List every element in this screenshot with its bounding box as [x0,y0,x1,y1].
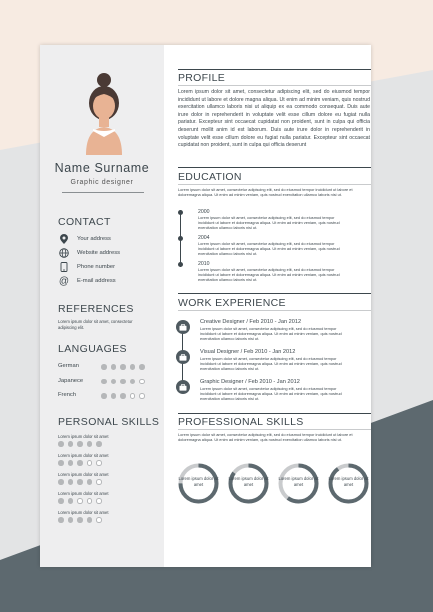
level-dot-filled [77,460,83,466]
level-dot-filled [68,498,74,504]
education-heading: EDUCATION [178,171,242,183]
level-dot-empty [130,393,136,399]
level-dot-filled [68,460,74,466]
level-dot-filled [58,441,64,447]
level-dot-filled [111,379,117,385]
contact-website-text: Website address [77,250,121,256]
language-level [101,379,145,385]
level-dot-empty [139,393,145,399]
skill-ring-label: Lorem ipsum dolor sit amet [228,476,269,487]
level-dot-filled [58,460,64,466]
personal-skill-level [58,441,102,447]
education-rule-top [178,167,371,168]
level-dot-filled [139,364,145,370]
level-dot-empty [96,498,102,504]
work-rule-top [178,293,371,294]
level-dot-empty [87,460,93,466]
personal-skill-label: Lorem ipsum dolor sit amet [58,453,109,458]
language-row [58,392,158,400]
personal-skill-level [58,498,102,504]
at-sign-icon: @ [58,275,70,287]
level-dot-filled [87,441,93,447]
education-year: 2010 [198,261,210,267]
level-dot-filled [120,393,126,399]
education-year: 2000 [198,209,210,215]
personal-skill-level [58,460,102,466]
level-dot-empty [77,498,83,504]
contact-heading: CONTACT [58,216,111,228]
level-dot-filled [68,479,74,485]
job-description: Lorem ipsum dolor sit amet, consectetur adipiscing elit, sed do eiusmod tempor incididunt ut labore et doloremagna aliqua. Ut enim ad minim veniam, quis nostrud exercitation ullamco laboris nisi ut. [200,326,342,342]
prof-skills-heading: PROFESSIONAL SKILLS [178,416,304,428]
level-dot-filled [101,379,107,385]
work-heading: WORK EXPERIENCE [178,297,286,309]
contact-email-text: E-mail address [77,278,116,284]
personal-skill-label: Lorem ipsum dolor sit amet [58,472,109,477]
language-row [58,378,158,386]
personal-skill-label: Lorem ipsum dolor sit amet [58,434,109,439]
candidate-name: Name Surname [54,161,150,175]
level-dot-empty [96,479,102,485]
job-title: Creative Designer / Feb 2010 - Jan 2012 [200,319,302,325]
skill-ring-label: Lorem ipsum dolor sit amet [278,476,319,487]
level-dot-filled [77,479,83,485]
level-dot-filled [101,393,107,399]
language-level [101,364,145,370]
level-dot-filled [58,498,64,504]
level-dot-empty [87,498,93,504]
language-name: German [58,363,79,369]
skill-ring [228,463,269,504]
education-text: Lorem ipsum dolor sit amet, consectetur adipiscing elit, sed do eiusmod tempor incididunt ut labore et doloremagna aliqua. Ut enim ad minim veniam, quis nostrud exercitation ullamco laboris nisi ut. [198,267,340,283]
level-dot-filled [68,441,74,447]
education-text: Lorem ipsum dolor sit amet, consectetur adipiscing elit, sed do eiusmod tempor incididunt ut labore et doloremagna aliqua. Ut enim ad minim veniam, quis nostrud exercitation ullamco laboris nisi ut. [198,241,340,257]
level-dot-filled [96,441,102,447]
language-name: French [58,392,77,398]
contact-email [58,275,116,287]
profile-rule-bottom [178,85,371,86]
prof-skills-intro: Lorem ipsum dolor sit amet, consectetur adipiscing elit, sed do eiusmod tempor incididunt ut labore et doloremagna aliqua. Ut enim ad minim veniam, quis nostrud exercitation ullamco laboris nisi ut. [178,432,353,443]
level-dot-filled [87,479,93,485]
work-rule-bottom [178,310,371,311]
resume-sheet [40,45,371,567]
level-dot-filled [87,517,93,523]
level-dot-filled [77,441,83,447]
level-dot-empty [139,379,145,385]
contact-phone [58,261,115,273]
language-row [58,363,158,371]
skill-ring [278,463,319,504]
level-dot-filled [130,364,136,370]
job-title: Visual Designer / Feb 2010 - Jan 2012 [200,349,296,355]
timeline-dot [178,236,183,241]
contact-address-text: Your address [77,236,111,242]
skill-ring [328,463,369,504]
level-dot-empty [96,517,102,523]
skill-ring-label: Lorem ipsum dolor sit amet [178,476,219,487]
personal-skills-heading: PERSONAL SKILLS [58,416,160,428]
briefcase-icon [176,320,190,334]
level-dot-filled [58,479,64,485]
globe-icon [58,247,70,259]
role-divider [62,192,144,193]
language-name: Japanece [58,377,84,384]
level-dot-filled [68,517,74,523]
profile-rule-top [178,69,371,70]
level-dot-filled [58,517,64,523]
education-rule-bottom [178,184,371,185]
personal-skill-level [58,517,102,523]
skill-ring [178,463,219,504]
personal-skill-label: Lorem ipsum dolor sit amet [58,491,109,496]
contact-website [58,247,120,259]
skill-ring-label: Lorem ipsum dolor sit amet [328,476,369,487]
sidebar [40,45,164,567]
education-text: Lorem ipsum dolor sit amet, consectetur adipiscing elit, sed do eiusmod tempor incididunt ut labore et doloremagna aliqua. Ut enim ad minim veniam, quis nostrud exercitation ullamco laboris nisi ut. [198,215,340,231]
profile-heading: PROFILE [178,72,226,84]
briefcase-icon [176,350,190,364]
job-description: Lorem ipsum dolor sit amet, consectetur adipiscing elit, sed do eiusmod tempor incididunt ut labore et doloremagna aliqua. Ut enim ad minim veniam, quis nostrud exercitation ullamco laboris nisi ut. [200,386,342,402]
location-pin-icon [58,233,70,245]
job-title: Graphic Designer / Feb 2010 - Jan 2012 [200,379,300,385]
avatar [80,71,128,155]
level-dot-filled [120,364,126,370]
level-dot-filled [111,393,117,399]
education-intro: Lorem ipsum dolor sit amet, consectetur adipiscing elit, sed do eiusmod tempor incididunt ut labore et doloremagna aliqua. Ut enim ad minim veniam, quis nostrud exercitation ullamco laboris nisi ut. [178,187,353,198]
references-text: Lorem ipsum dolor sit amet, consectetur adipiscing elit. [58,319,133,330]
personal-skill-label: Lorem ipsum dolor sit amet [58,510,109,515]
briefcase-icon [176,380,190,394]
job-description: Lorem ipsum dolor sit amet, consectetur adipiscing elit, sed do eiusmod tempor incididunt ut labore et doloremagna aliqua. Ut enim ad minim veniam, quis nostrud exercitation ullamco laboris nisi ut. [200,356,342,372]
candidate-role: Graphic designer [70,179,134,186]
level-dot-filled [130,379,136,385]
level-dot-filled [111,364,117,370]
references-heading: REFERENCES [58,303,134,315]
education-year: 2004 [198,235,210,241]
level-dot-filled [101,364,107,370]
contact-phone-text: Phone number [77,264,116,270]
profile-text: Lorem ipsum dolor sit amet, consectetur adipiscing elit, sed do eiusmod tempor incididunt ut labore et dolore magna aliqua. Ut enim ad minim veniam, quis nostrud exercitation ullamco laboris nisi ut aliquip ex ea commodo consequat. Duis aute irure dolor in reprehenderit in voluptate velit esse cillum dolore eu fugiat nulla pariatur. Excepteur sint occaecat cupidatat non proident, sunt in culpa qui officia deserunt mollit anim id est laborum. Duis aute irure dolor in reprehenderit in voluptate velit esse cillum dolore eu fugiat nulla pariatur. Excepteur sint occaecat cupidatat non proident, sunt in culpa qui officia deserunt [178,89,370,149]
level-dot-empty [96,460,102,466]
languages-heading: LANGUAGES [58,343,127,355]
timeline-dot [178,262,183,267]
personal-skill-level [58,479,102,485]
prof-skills-rule-bottom [178,429,371,430]
timeline-dot [178,210,183,215]
prof-skills-rule-top [178,413,371,414]
level-dot-filled [120,379,126,385]
language-level [101,393,145,399]
phone-icon [58,261,70,273]
contact-address [58,233,111,245]
level-dot-filled [77,517,83,523]
